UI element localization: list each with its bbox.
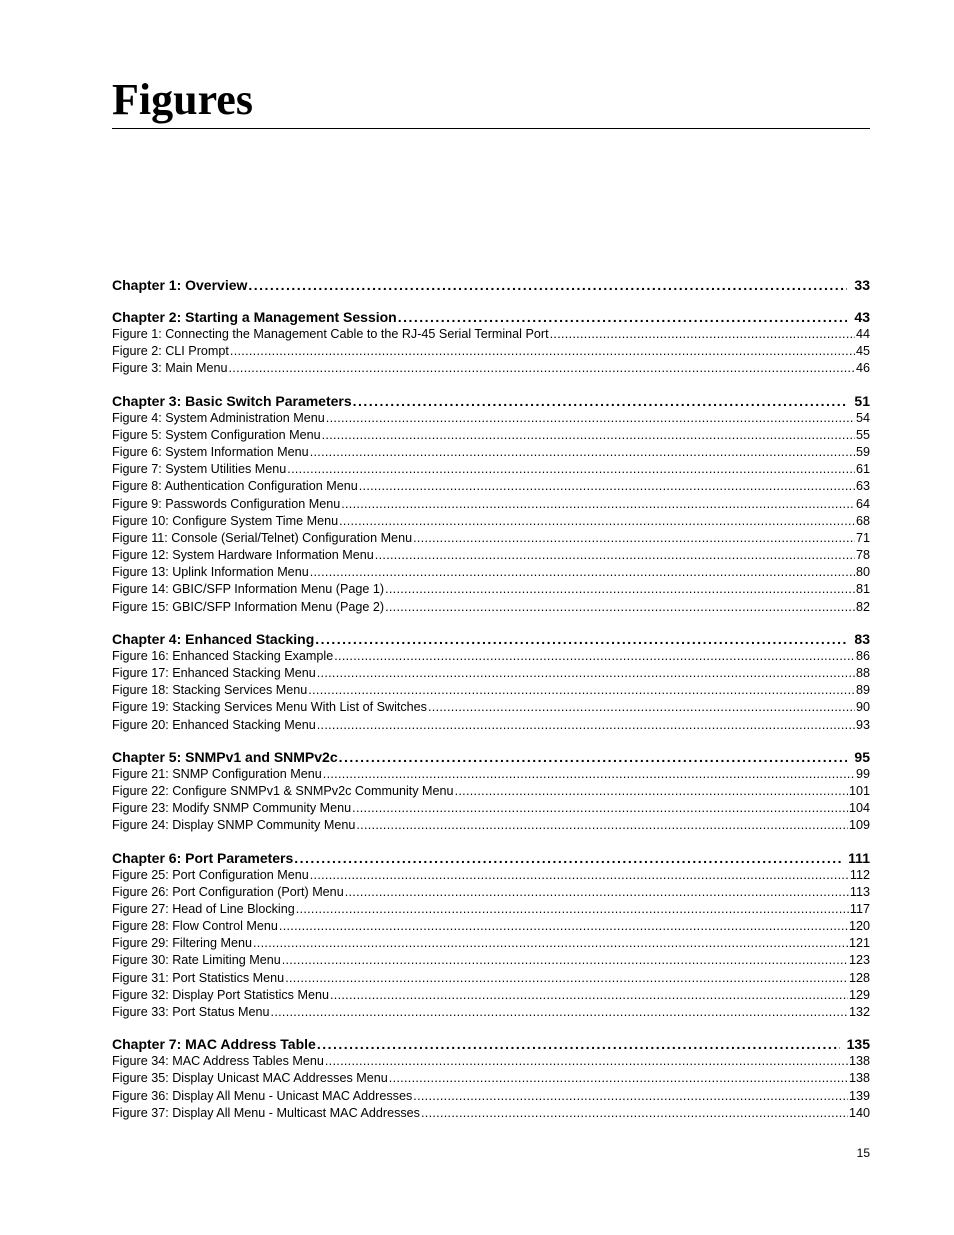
- dot-leader: [339, 513, 855, 530]
- chapter-section: [112, 392, 870, 616]
- dot-leader: [334, 648, 855, 665]
- figure-title: Figure 9: Passwords Configuration Menu: [112, 496, 341, 511]
- figure-entry[interactable]: [112, 360, 870, 377]
- figure-title: Figure 20: Enhanced Stacking Menu: [112, 717, 316, 732]
- figure-page-number: 55: [855, 427, 870, 442]
- figure-page-number: 80: [855, 565, 870, 580]
- figure-page-number: 121: [848, 936, 870, 951]
- figure-entry[interactable]: [112, 496, 870, 513]
- figure-entry[interactable]: [112, 1105, 870, 1122]
- dot-leader: [271, 1004, 848, 1021]
- dot-leader: [282, 952, 848, 969]
- figure-page-number: 68: [855, 513, 870, 528]
- figure-page-number: 82: [855, 599, 870, 614]
- chapter-page-number: 111: [848, 849, 870, 866]
- figure-entry[interactable]: [112, 427, 870, 444]
- chapter-section: [112, 1035, 870, 1122]
- figure-title: Figure 27: Head of Line Blocking: [112, 901, 295, 916]
- figure-entry[interactable]: [112, 901, 870, 918]
- chapter-entry[interactable]: [112, 276, 870, 294]
- figure-page-number: 64: [855, 496, 870, 511]
- chapter-page-number: 95: [854, 748, 870, 765]
- page-title: Figures: [112, 75, 253, 124]
- figure-title: Figure 5: System Configuration Menu: [112, 427, 321, 442]
- figure-entry[interactable]: [112, 478, 870, 495]
- figure-page-number: 93: [855, 717, 870, 732]
- figure-title: Figure 1: Connecting the Management Cable to the RJ-45 Serial Terminal Port: [112, 327, 549, 341]
- figure-entry[interactable]: [112, 1088, 870, 1105]
- figure-title: Figure 35: Display Unicast MAC Addresses Menu: [112, 1071, 388, 1086]
- chapter-section: [112, 308, 870, 378]
- chapter-section: [112, 630, 870, 734]
- figure-page-number: 128: [848, 970, 870, 985]
- figure-title: Figure 33: Port Status Menu: [112, 1005, 270, 1019]
- figure-page-number: 61: [855, 462, 870, 477]
- figure-entry[interactable]: [112, 513, 870, 530]
- figure-page-number: 117: [849, 901, 870, 916]
- dot-leader: [455, 783, 848, 800]
- figure-title: Figure 21: SNMP Configuration Menu: [112, 766, 322, 781]
- figure-title: Figure 30: Rate Limiting Menu: [112, 953, 281, 968]
- figure-title: Figure 18: Stacking Services Menu: [112, 683, 308, 698]
- dot-leader: [385, 599, 855, 616]
- figure-page-number: 99: [855, 766, 870, 781]
- dot-leader: [308, 682, 855, 699]
- figure-title: Figure 22: Configure SNMPv1 & SNMPv2c Community Menu: [112, 783, 454, 798]
- dot-leader: [428, 699, 855, 716]
- figure-page-number: 78: [855, 548, 870, 563]
- chapter-page-number: 33: [854, 277, 870, 293]
- figure-page-number: 132: [848, 1005, 870, 1019]
- figure-page-number: 120: [848, 919, 870, 934]
- figure-page-number: 45: [855, 344, 870, 359]
- figure-page-number: 54: [855, 410, 870, 425]
- figure-title: Figure 37: Display All Menu - Multicast MAC Addresses: [112, 1105, 420, 1120]
- dot-leader: [310, 564, 855, 581]
- dot-leader: [325, 1053, 848, 1070]
- figure-entry[interactable]: [112, 682, 870, 699]
- dot-leader: [398, 308, 848, 326]
- figure-title: Figure 14: GBIC/SFP Information Menu (Page 1): [112, 582, 385, 597]
- figure-title: Figure 16: Enhanced Stacking Example: [112, 648, 334, 663]
- figure-title: Figure 7: System Utilities Menu: [112, 462, 287, 477]
- dot-leader: [353, 392, 848, 410]
- dot-leader: [310, 867, 849, 884]
- chapter-entry[interactable]: [112, 392, 870, 410]
- figure-page-number: 89: [855, 683, 870, 698]
- chapter-title: Chapter 1: Overview: [112, 277, 248, 293]
- figure-title: Figure 28: Flow Control Menu: [112, 919, 278, 934]
- figure-title: Figure 12: System Hardware Information Menu: [112, 548, 374, 563]
- figure-entry[interactable]: [112, 547, 870, 564]
- dot-leader: [385, 581, 855, 598]
- figure-entry[interactable]: [112, 648, 870, 665]
- figure-page-number: 59: [855, 444, 870, 459]
- dot-leader: [310, 444, 855, 461]
- title-divider: [112, 128, 870, 129]
- figure-entry[interactable]: [112, 699, 870, 716]
- dot-leader: [253, 935, 848, 952]
- figure-entry[interactable]: [112, 867, 870, 884]
- chapter-title: Chapter 7: MAC Address Table: [112, 1036, 316, 1053]
- dot-leader: [345, 884, 849, 901]
- page-number: 15: [856, 1146, 870, 1160]
- figure-page-number: 46: [855, 361, 870, 376]
- figure-entry[interactable]: [112, 800, 870, 817]
- chapter-title: Chapter 2: Starting a Management Session: [112, 309, 397, 325]
- figure-title: Figure 4: System Administration Menu: [112, 410, 325, 425]
- figure-entry[interactable]: [112, 343, 870, 360]
- chapter-section: [112, 849, 870, 1022]
- dot-leader: [359, 478, 855, 495]
- figure-page-number: 104: [848, 801, 870, 816]
- figure-entry[interactable]: [112, 884, 870, 901]
- dot-leader: [287, 461, 855, 478]
- figure-entry[interactable]: [112, 599, 870, 616]
- dot-leader: [248, 276, 847, 294]
- figure-entry[interactable]: [112, 326, 870, 343]
- dot-leader: [330, 987, 848, 1004]
- figure-page-number: 139: [848, 1088, 870, 1103]
- dot-leader: [279, 918, 848, 935]
- dot-leader: [356, 817, 848, 834]
- dot-leader: [389, 1070, 848, 1087]
- figure-title: Figure 23: Modify SNMP Community Menu: [112, 801, 352, 816]
- figure-page-number: 101: [848, 783, 870, 798]
- dot-leader: [285, 970, 848, 987]
- figure-title: Figure 31: Port Statistics Menu: [112, 970, 285, 985]
- figure-title: Figure 29: Filtering Menu: [112, 936, 252, 951]
- dot-leader: [413, 530, 855, 547]
- figure-page-number: 90: [855, 700, 870, 715]
- figure-entry[interactable]: [112, 1004, 870, 1021]
- figure-page-number: 112: [849, 867, 870, 882]
- dot-leader: [230, 343, 855, 360]
- figure-title: Figure 11: Console (Serial/Telnet) Configuration Menu: [112, 530, 413, 545]
- figure-page-number: 109: [848, 818, 870, 833]
- dot-leader: [375, 547, 855, 564]
- figure-page-number: 71: [855, 530, 870, 545]
- figure-page-number: 63: [855, 479, 870, 494]
- figure-page-number: 123: [848, 953, 870, 968]
- figure-entry[interactable]: [112, 581, 870, 598]
- figure-title: Figure 13: Uplink Information Menu: [112, 565, 309, 580]
- dot-leader: [317, 1035, 840, 1053]
- dot-leader: [550, 326, 855, 343]
- dot-leader: [322, 427, 855, 444]
- figure-title: Figure 2: CLI Prompt: [112, 344, 229, 359]
- figure-page-number: 113: [849, 884, 870, 899]
- chapter-title: Chapter 5: SNMPv1 and SNMPv2c: [112, 748, 338, 765]
- dot-leader: [352, 800, 848, 817]
- figure-page-number: 140: [848, 1105, 870, 1120]
- chapter-title: Chapter 6: Port Parameters: [112, 849, 294, 866]
- dot-leader: [413, 1088, 848, 1105]
- figure-page-number: 138: [848, 1071, 870, 1086]
- dot-leader: [341, 496, 855, 513]
- figure-title: Figure 6: System Information Menu: [112, 444, 309, 459]
- figure-entry[interactable]: [112, 530, 870, 547]
- figure-page-number: 81: [855, 582, 870, 597]
- chapter-entry[interactable]: [112, 1035, 870, 1053]
- dot-leader: [421, 1105, 848, 1122]
- figure-entry[interactable]: [112, 935, 870, 952]
- figure-title: Figure 17: Enhanced Stacking Menu: [112, 666, 316, 680]
- figure-entry[interactable]: [112, 970, 870, 987]
- chapter-page-number: 43: [854, 309, 870, 325]
- dot-leader: [229, 360, 855, 377]
- dot-leader: [317, 665, 855, 682]
- figure-title: Figure 3: Main Menu: [112, 361, 228, 376]
- figure-entry[interactable]: [112, 952, 870, 969]
- figure-title: Figure 24: Display SNMP Community Menu: [112, 818, 356, 833]
- figure-entry[interactable]: [112, 1070, 870, 1087]
- figure-entry[interactable]: [112, 1053, 870, 1070]
- figure-entry[interactable]: [112, 564, 870, 581]
- chapter-page-number: 83: [854, 630, 870, 647]
- chapter-section: [112, 276, 870, 294]
- list-of-figures: [112, 276, 870, 1136]
- figure-entry[interactable]: [112, 817, 870, 834]
- figure-entry[interactable]: [112, 461, 870, 478]
- figure-title: Figure 25: Port Configuration Menu: [112, 867, 309, 882]
- dot-leader: [296, 901, 849, 918]
- figure-entry[interactable]: [112, 987, 870, 1004]
- figure-title: Figure 10: Configure System Time Menu: [112, 513, 339, 528]
- figure-entry[interactable]: [112, 410, 870, 427]
- figure-title: Figure 32: Display Port Statistics Menu: [112, 987, 329, 1002]
- chapter-entry[interactable]: [112, 748, 870, 766]
- chapter-section: [112, 748, 870, 835]
- chapter-entry[interactable]: [112, 630, 870, 648]
- figure-title: Figure 15: GBIC/SFP Information Menu (Page 2): [112, 599, 385, 614]
- figure-page-number: 138: [848, 1054, 870, 1069]
- chapter-entry[interactable]: [112, 849, 870, 867]
- figure-entry[interactable]: [112, 783, 870, 800]
- dot-leader: [323, 766, 855, 783]
- figure-entry[interactable]: [112, 444, 870, 461]
- figure-entry[interactable]: [112, 766, 870, 783]
- dot-leader: [326, 410, 855, 427]
- figure-page-number: 129: [848, 987, 870, 1002]
- figure-title: Figure 19: Stacking Services Menu With List of Switches: [112, 700, 427, 715]
- figure-title: Figure 34: MAC Address Tables Menu: [112, 1054, 324, 1069]
- dot-leader: [339, 748, 848, 766]
- figure-entry[interactable]: [112, 918, 870, 935]
- figure-page-number: 44: [855, 327, 870, 341]
- dot-leader: [317, 717, 855, 734]
- figure-entry[interactable]: [112, 717, 870, 734]
- chapter-title: Chapter 4: Enhanced Stacking: [112, 630, 315, 647]
- chapter-page-number: 51: [854, 392, 870, 409]
- chapter-entry[interactable]: [112, 308, 870, 326]
- figure-page-number: 86: [855, 648, 870, 663]
- figure-title: Figure 36: Display All Menu - Unicast MAC Addresses: [112, 1088, 413, 1103]
- dot-leader: [294, 849, 841, 867]
- figure-title: Figure 26: Port Configuration (Port) Menu: [112, 884, 344, 899]
- dot-leader: [315, 630, 847, 648]
- chapter-title: Chapter 3: Basic Switch Parameters: [112, 392, 352, 409]
- figure-title: Figure 8: Authentication Configuration Menu: [112, 479, 358, 494]
- chapter-page-number: 135: [846, 1036, 870, 1053]
- figure-page-number: 88: [855, 666, 870, 680]
- figure-entry[interactable]: [112, 665, 870, 682]
